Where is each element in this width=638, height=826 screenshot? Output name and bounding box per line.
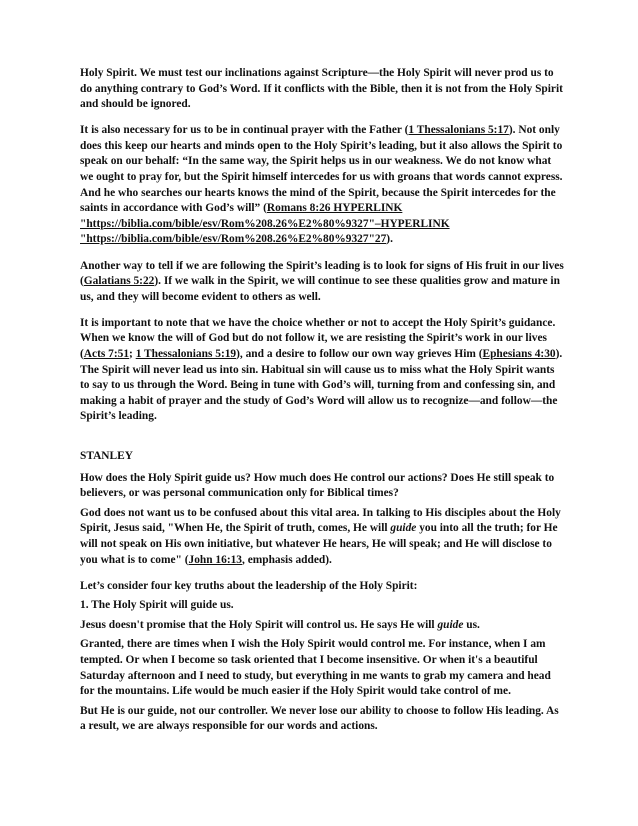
text-span: Another way to tell if we are following the Spirit’s leading is to look for signs of His fruit in our lives ( — [80, 259, 564, 288]
scripture-link-1-thessalonians-5-17[interactable]: 1 Thessalonians 5:17 — [408, 124, 509, 137]
paragraph-guide-not-control — [80, 618, 564, 634]
paragraph-granted: Granted, there are times when I wish the Holy Spirit would control me. For instance, when I am tempted. Or when I become so task oriented that I become insensitive. Or when it's a beautiful Saturday afternoon and I need to study, but everything in me wants to grab my camera and head for the mountains. Life would be much easier if the Holy Spirit would take control of me. — [80, 638, 551, 698]
text-span: ). Not only does this keep our hearts and minds open to the Holy Spirit’s leading, but it also allows the Spirit to speak on our behalf: “In the same way, the Spirit helps us in our weakness. We do not know what we ought to pray for, but the Spirit himself intercedes for us with groans that words cannot express. And he who searches our hearts knows the mind of the Spirit, because the Spirit intercedes for the saints in accordance with God’s will” ( — [80, 124, 563, 215]
paragraph-choice-to-accept — [80, 316, 564, 425]
paragraph-our-guide: But He is our guide, not our controller. We never lose our ability to choose to follow His leading. As a result, we are always responsible for our words and actions. — [80, 704, 559, 733]
text-span: ), and a desire to follow our own way grieves Him ( — [236, 348, 483, 360]
text-span: Jesus doesn't promise that the Holy Spirit will control us. He says He will — [80, 618, 438, 631]
text-span: ). If we walk in the Spirit, we will continue to see these qualities grow and mature in us, and they will become evident to others as well. — [80, 275, 560, 303]
text-span: ; — [129, 348, 136, 360]
emphasis-guide: guide — [390, 522, 417, 535]
text-span: God does not want us to be confused about this vital area. In talking to His disciples about the Holy Spirit, Jesus said, "When He, the Spirit of truth, comes, He will — [80, 506, 561, 535]
paragraph-continual-prayer — [80, 123, 564, 248]
emphasis-guide: guide — [437, 618, 464, 631]
paragraph-questions: How does the Holy Spirit guide us? How much does He control our actions? Does He still speak to believers, or was personal communication only for Biblical times? — [80, 471, 555, 500]
text-span: us. — [463, 618, 480, 631]
text-span: , emphasis added). — [242, 553, 332, 566]
section-heading-stanley: STANLEY — [80, 449, 133, 462]
text-span: ). The Spirit will never lead us into sin. Habitual sin will cause us to miss what the Holy Spirit wants to say to us through the Word. Being in tune with God’s will, turning from and confessing sin, and making a habit of prayer and the study of God’s Word will allow us to recognize—and follow—the Spirit’s leading. — [80, 348, 563, 423]
text-span: It is also necessary for us to be in continual prayer with the Father ( — [80, 124, 409, 137]
scripture-link-john-16-13[interactable]: John 16:13 — [188, 553, 242, 566]
list-item-truth-1: 1. The Holy Spirit will guide us. — [80, 599, 234, 612]
text-span: ). — [386, 233, 393, 246]
scripture-link-ephesians-4-30[interactable]: Ephesians 4:30 — [482, 348, 556, 360]
scripture-link-acts-7-51[interactable]: Acts 7:51 — [83, 348, 130, 360]
scripture-link-galatians-5-22[interactable]: Galatians 5:22 — [83, 275, 155, 288]
paragraph-fruit-of-spirit — [80, 259, 564, 306]
paragraph-test-inclinations: Holy Spirit. We must test our inclinations against Scripture—the Holy Spirit will never prod us to do anything contrary to God’s Word. If it conflicts with the Bible, then it is not from the Holy Spirit and should be ignored. — [80, 67, 563, 111]
scripture-link-romans-8-26-27[interactable]: Romans 8:26 HYPERLINK "https://biblia.com/bible/esv/Rom%208.26%E2%80%9327"–HYPERLINK "https://biblia.com/bible/esv/Rom%208.26%E2%80%9327"27 — [80, 202, 450, 246]
text-span: you into all the truth; for He will not speak on His own initiative, but whatever He hears, He will speak; and He will disclose to you what is to come" ( — [80, 522, 558, 566]
document-page — [80, 66, 564, 739]
scripture-link-1-thessalonians-5-19[interactable]: 1 Thessalonians 5:19 — [135, 348, 237, 360]
paragraph-spirit-of-truth — [80, 506, 564, 568]
paragraph-four-truths: Let’s consider four key truths about the leadership of the Holy Spirit: — [80, 579, 418, 592]
text-span: It is important to note that we have the choice whether or not to accept the Holy Spirit’s guidance. When we know the will of God but do not follow it, we are resisting the Spirit’s work in our lives ( — [80, 316, 556, 360]
